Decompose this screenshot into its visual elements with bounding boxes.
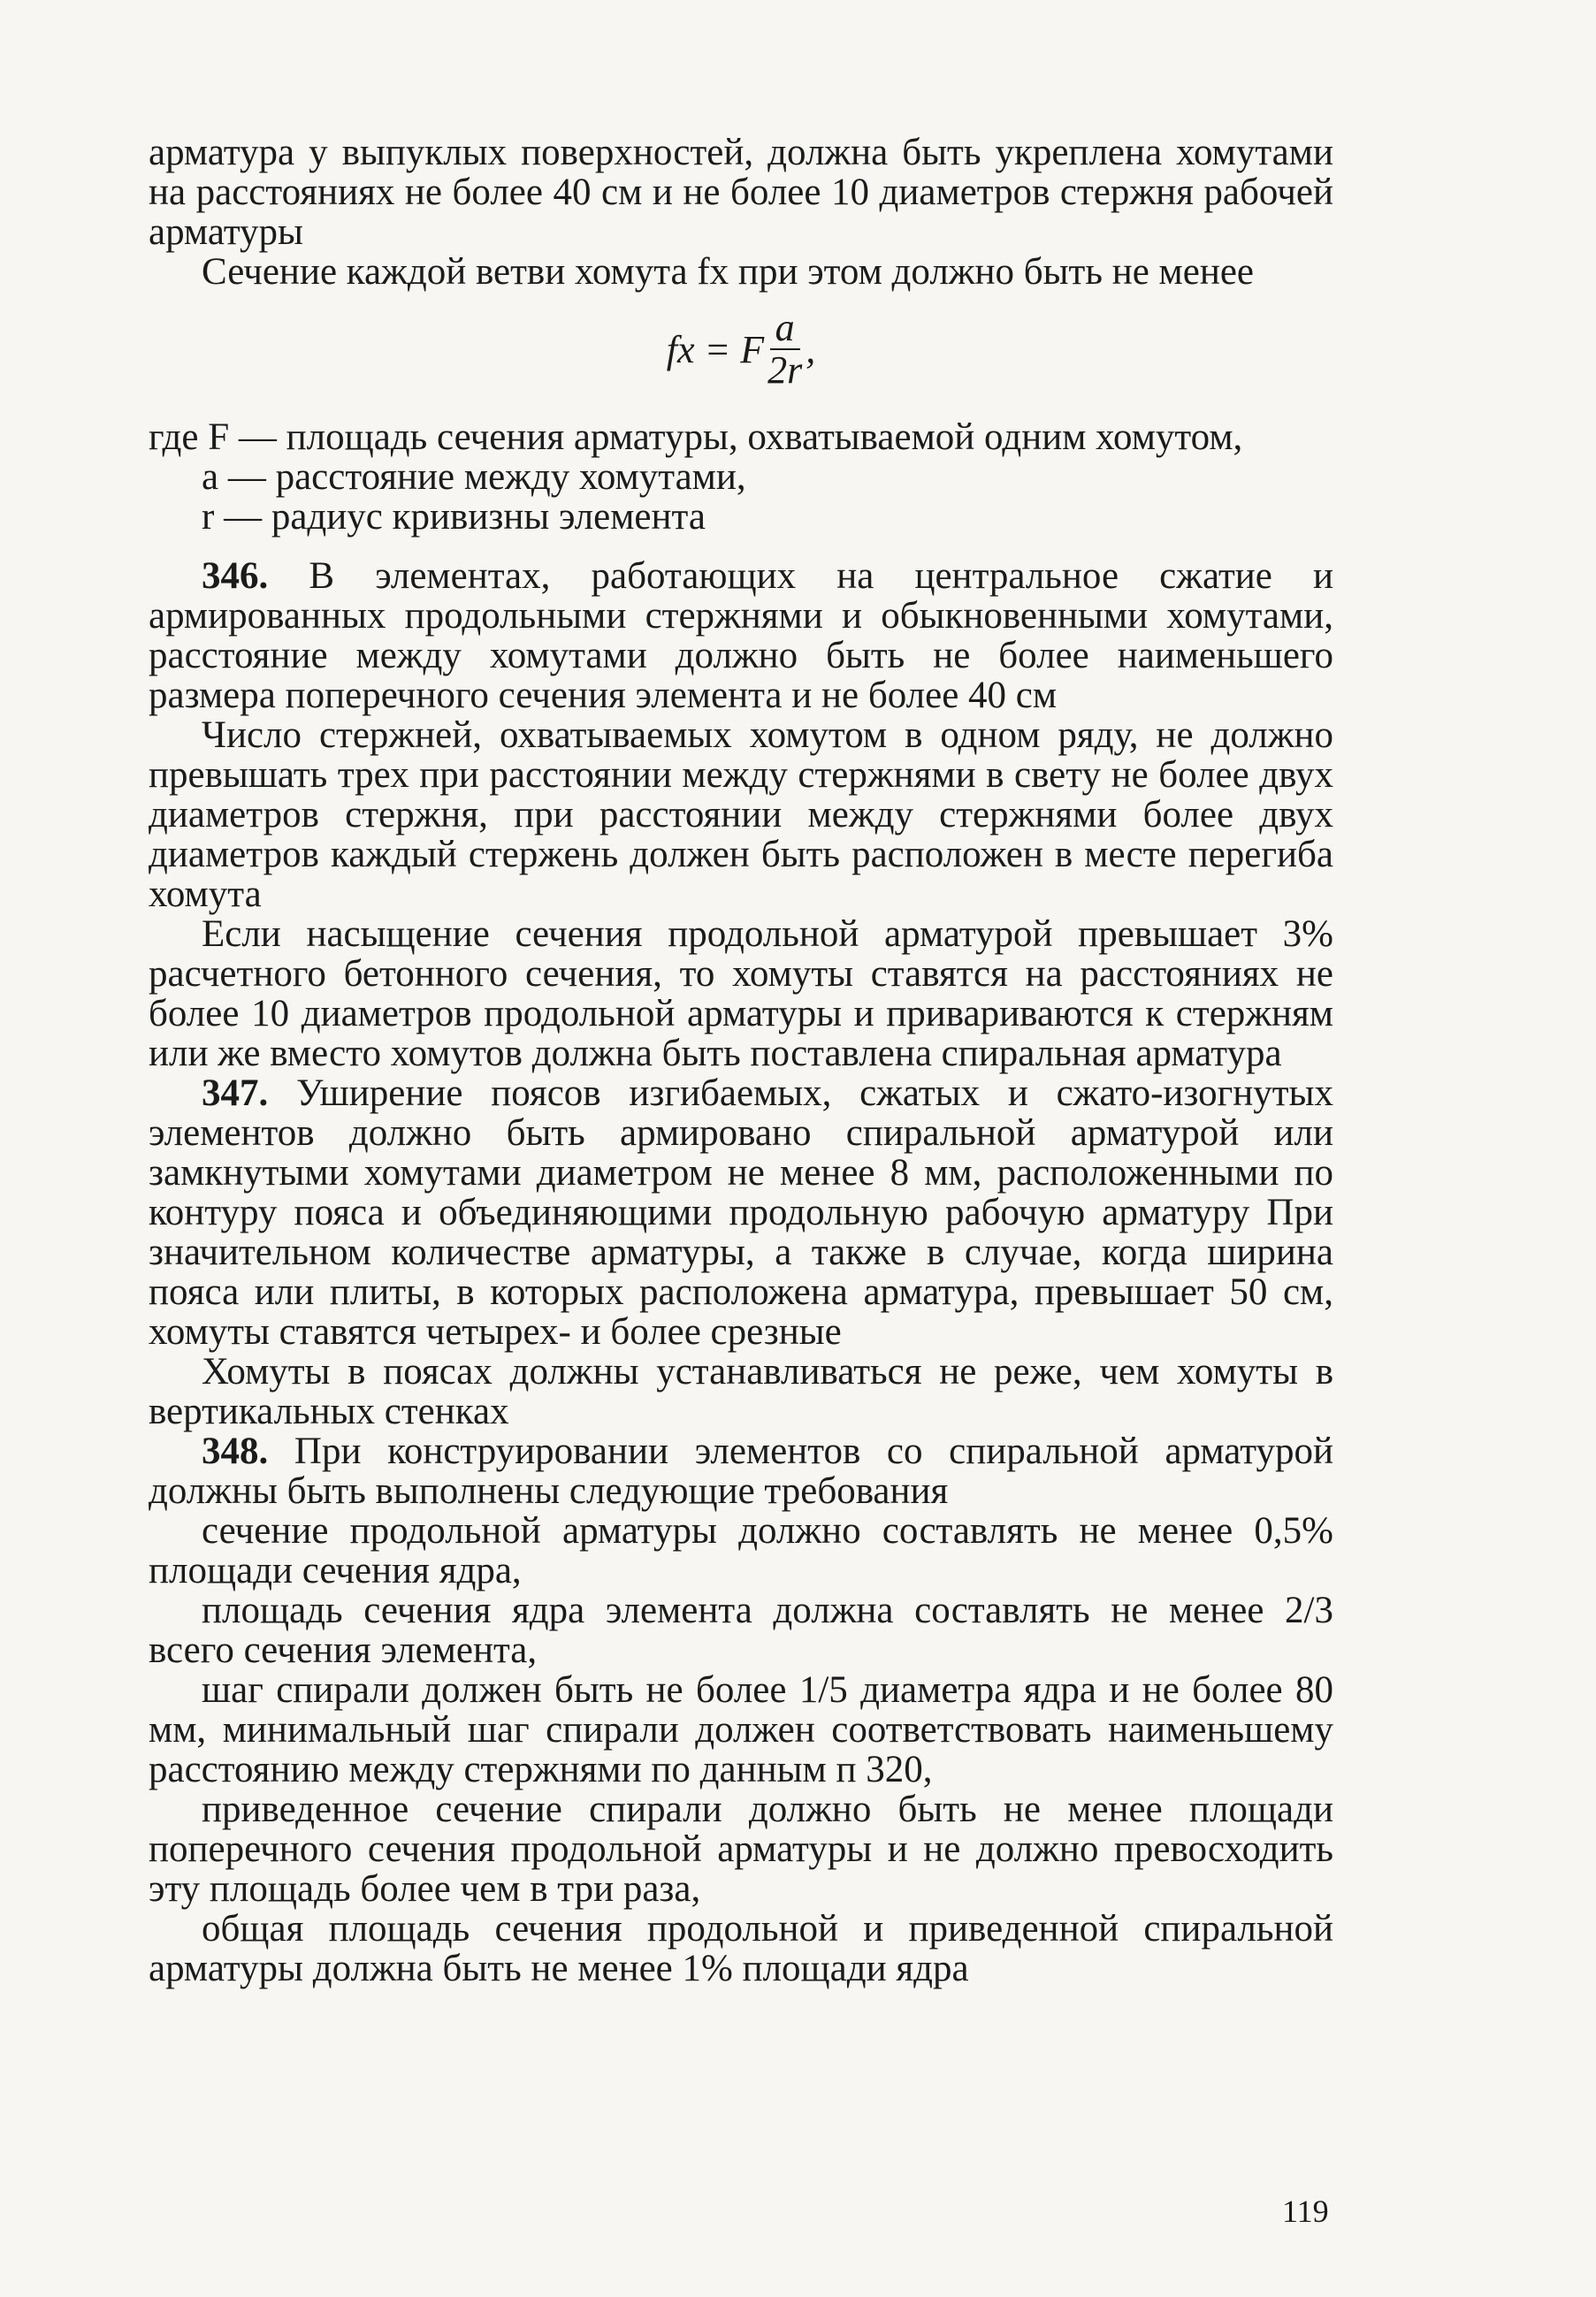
requirement-2: площадь сечения ядра элемента должна составлять не менее 2/3 всего сечения элемента, [149, 1590, 1333, 1671]
definition-F: где F — площадь сечения арматуры, охватываемой одним хомутом, [149, 416, 1243, 458]
section-346 [149, 556, 1333, 715]
requirement-5: общая площадь сечения продольной и приведенной спиральной арматуры должна быть не менее 1% площади ядра [149, 1908, 1333, 1989]
section-348-text: При конструировании элементов со спиральной арматурой должны быть выполнены следующие требования [149, 1431, 1334, 1512]
definition-a: a — расстояние между хомутами, [202, 456, 746, 498]
formula-fraction [767, 308, 802, 391]
section-number-346: 346. [202, 555, 269, 597]
definition-r: r — радиус кривизны элемента [202, 496, 706, 538]
section-number-347: 347. [202, 1072, 269, 1114]
section-348 [149, 1431, 1333, 1511]
requirement-3: шаг спирали должен быть не более 1/5 диаметра ядра и не более 80 мм, минимальный шаг спирали должен соответствовать наименьшему расстоянию между стержнями по данным п 320, [149, 1669, 1333, 1790]
paragraph-continued: арматура у выпуклых поверхностей, должна быть укреплена хомутами на расстояниях не более 40 см и не более 10 диаметров стержня рабочей арматуры [149, 132, 1333, 253]
requirement-4: приведенное сечение спирали должно быть не менее площади поперечного сечения продольной арматуры и не должно превосходить эту площадь более чем в три раза, [149, 1789, 1333, 1910]
formula-numerator: a [770, 308, 800, 350]
section-number-348: 348. [202, 1431, 269, 1472]
page-number: 119 [1282, 2194, 1329, 2229]
paragraph-stirrup-branch: Сечение каждой ветви хомута fx при этом должно быть не менее [202, 251, 1255, 293]
section-347-text: Уширение поясов изгибаемых, сжатых и сжато-изогнутых элементов должно быть армировано спиральной арматурой или замкнутыми хомутами диаметром не менее 8 мм, расположенными по контуру пояса и объединяющими продольную рабочую арматуру При значительном количестве арматуры, а также в случае, когда ширина пояса или плиты, в которых расположена арматура, превышает 50 см, хомуты ставятся четырех- и более срезные [149, 1072, 1333, 1353]
formula-denominator: 2r [767, 348, 803, 392]
section-347 [149, 1073, 1333, 1352]
paragraph-saturation: Если насыщение сечения продольной арматурой превышает 3% расчетного бетонного сечения, то хомуты ставятся на расстояниях не более 10 диаметров продольной арматуры и привариваются к стержням или же вместо хомутов должна быть поставлена спиральная арматура [149, 913, 1333, 1074]
formula-tail: , [806, 327, 816, 371]
formula-definitions [149, 417, 1333, 537]
paragraph-stems: Число стержней, охватываемых хомутом в одном ряду, не должно превышать трех при расстоянии между стержнями в свету не более двух диаметров стержня, при расстоянии между стержнями более двух диаметров каждый стержень должен быть расположен в месте перегиба хомута [149, 714, 1333, 915]
requirement-1: сечение продольной арматуры должно составлять не менее 0,5% площади сечения ядра, [149, 1510, 1333, 1591]
page-body [149, 133, 1333, 1988]
formula-lhs: fx = F [666, 327, 765, 371]
paragraph-belts: Хомуты в поясах должны устанавливаться не реже, чем хомуты в вертикальных стенках [149, 1351, 1333, 1432]
formula [149, 308, 1333, 391]
section-346-text: В элементах, работающих на центральное сжатие и армированных продольными стержнями и обыкновенными хомутами, расстояние между хомутами должно быть не более наименьшего размера поперечного сечения элемента и не более 40 см [149, 555, 1333, 716]
